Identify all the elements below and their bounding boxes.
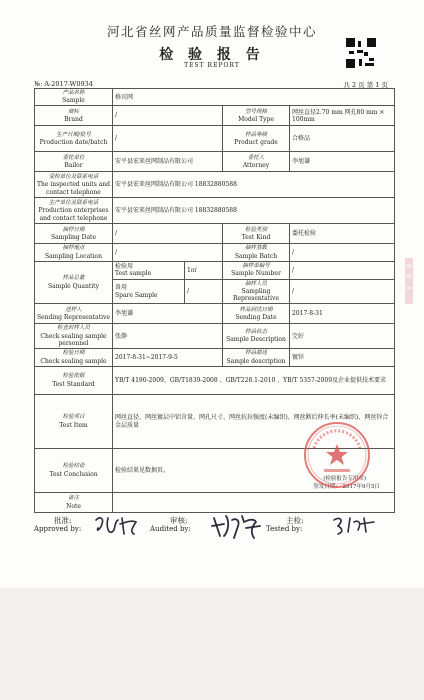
label-sending-rep: 送样人 Sending Representative <box>35 304 113 324</box>
org-title: 河北省丝网产品质量监督检验中心 <box>106 24 317 39</box>
label-model: 型号规格 Model Type <box>223 106 290 126</box>
page-info: 共 2 页 第 1 页 <box>343 81 388 89</box>
qr-code <box>346 38 376 68</box>
value-note <box>113 493 395 513</box>
label-sample: 产品名称 Sample <box>35 89 113 106</box>
label-production-date: 生产日期/批号 Production date/batch <box>35 126 113 152</box>
value-spare-sample: / <box>185 279 223 304</box>
row-production-enterprises <box>35 198 395 224</box>
label-spare-sample: 备用 Spare Sample <box>113 279 185 304</box>
row-test-standard <box>35 367 395 395</box>
value-bailor: 安平县宏来丝网制品有限公司 <box>113 152 223 172</box>
label-test-conclusion: 检验结论 Test Conclusion <box>35 449 113 493</box>
label-sample-number: 抽样单编号 Sample Number <box>223 261 290 279</box>
value-sample-number: / <box>290 261 395 279</box>
audited-by-label: 审核: Audited by: <box>150 516 191 533</box>
value-sample-description: 完好 <box>290 324 395 349</box>
page-background <box>0 588 424 700</box>
label-sampling-location: 抽样地点 Sampling Location <box>35 244 113 261</box>
value-sample: 格宾网 <box>113 89 395 106</box>
row-inspected-units <box>35 172 395 198</box>
approved-signature <box>92 512 142 540</box>
label-grade: 样品等级 Product grade <box>223 126 290 152</box>
label-sampling-date: 抽样日期 Sampling Date <box>35 224 113 244</box>
value-sending-date: 2017-8-31 <box>290 304 395 324</box>
row-sending-rep <box>35 304 395 324</box>
label-sealing-personnel: 检查封样人员 Check sealing sample personnel <box>35 324 113 349</box>
value-sample-description2: 镀锌 <box>290 349 395 367</box>
value-grade: 合格品 <box>290 126 395 152</box>
row-check-sealing <box>35 349 395 367</box>
approved-by-label: 批准: Approved by: <box>34 516 82 533</box>
side-seal-fragment <box>405 258 413 304</box>
value-sample-batch: / <box>290 244 395 261</box>
value-test-sample: 1㎡ <box>185 261 223 279</box>
value-test-item: 网丝直径、网丝镀层中铝含量、网孔尺寸、网丝抗拉强度(未编织)、网丝断后伸长率(未编织)、网丝锌合金层质量 <box>113 395 395 449</box>
label-test-kind: 检验类别 Test Kind <box>223 224 290 244</box>
row-production-date <box>35 126 395 152</box>
value-production-enterprises: 安平县宏来丝网制品有限公司 18832880588 <box>113 198 395 224</box>
label-brand: 商标 Brand <box>35 106 113 126</box>
label-sampling-rep: 抽样人员 Sampling Representative <box>223 279 290 304</box>
value-sampling-location: / <box>113 244 223 261</box>
value-check-sealing: 2017-8-31~2017-9-5 <box>113 349 223 367</box>
row-brand <box>35 106 395 126</box>
value-test-kind: 委托检验 <box>290 224 395 244</box>
label-sample-quantity: 样品总量 Sample Quantity <box>35 261 113 304</box>
value-sampling-rep: / <box>290 279 395 304</box>
issue-date: 签发日期： 2017年9月5日 <box>313 483 381 490</box>
tested-by-label: 主检: Tested by: <box>266 516 304 533</box>
row-sampling-date <box>35 224 395 244</box>
label-test-sample: 检验用 Test sample <box>113 261 185 279</box>
label-production-enterprises: 生产单位及联系电话 Production enterprises and contact telephone <box>35 198 113 224</box>
row-sealing-personnel <box>35 324 395 349</box>
label-bailor: 委托单位 Bailor <box>35 152 113 172</box>
audited-signature <box>210 512 266 542</box>
value-model: 网丝直径2.70 mm 网孔80 mm × 100mm <box>290 106 395 126</box>
value-test-standard: YB/T 4190-2009、GB/T1839-2008 、GB/T228.1-2010 、YB/T 5357-2009及企业提供技术要求 <box>113 367 395 395</box>
conclusion-text: 检验结果见数据页。 <box>115 466 170 474</box>
value-sealing-personnel: 张静 <box>113 324 223 349</box>
label-test-item: 检验项目 Test Item <box>35 395 113 449</box>
label-inspected-units: 受检单位及联系电话 The inspected units and contact telephone <box>35 172 113 198</box>
row-sample <box>35 89 395 106</box>
label-note: 备注 Note <box>35 493 113 513</box>
value-attorney: 李旭谦 <box>290 152 395 172</box>
row-sampling-location <box>35 244 395 261</box>
label-sample-batch: 抽样基数 Sample Batch <box>223 244 290 261</box>
row-note <box>35 493 395 513</box>
value-inspected-units: 安平县宏来丝网制品有限公司 18832880588 <box>113 172 395 198</box>
row-bailor <box>35 152 395 172</box>
label-test-standard: 检验依据 Test Standard <box>35 367 113 395</box>
label-check-sealing: 检验日期 Check sealing sample <box>35 349 113 367</box>
value-sending-rep: 李旭谦 <box>113 304 223 324</box>
stamp-caption: (检验报告专用章) <box>323 475 367 482</box>
label-sample-description: 样品状态 Sample Description <box>223 324 290 349</box>
report-number: №: A-2017-W0934 <box>34 80 93 88</box>
value-sampling-date: / <box>113 224 223 244</box>
official-seal <box>302 420 372 490</box>
report-subtitle: TEST REPORT <box>184 62 240 69</box>
row-test-sample <box>35 261 395 279</box>
tested-signature <box>330 512 378 538</box>
report-title: 检 验 报 告 <box>159 47 265 63</box>
value-brand: / <box>113 106 223 126</box>
label-sending-date: 样品到达日期 Sending Date <box>223 304 290 324</box>
label-attorney: 委托人 Attorney <box>223 152 290 172</box>
value-production-date: / <box>113 126 223 152</box>
label-sample-description2: 样品描述 Sample description <box>223 349 290 367</box>
